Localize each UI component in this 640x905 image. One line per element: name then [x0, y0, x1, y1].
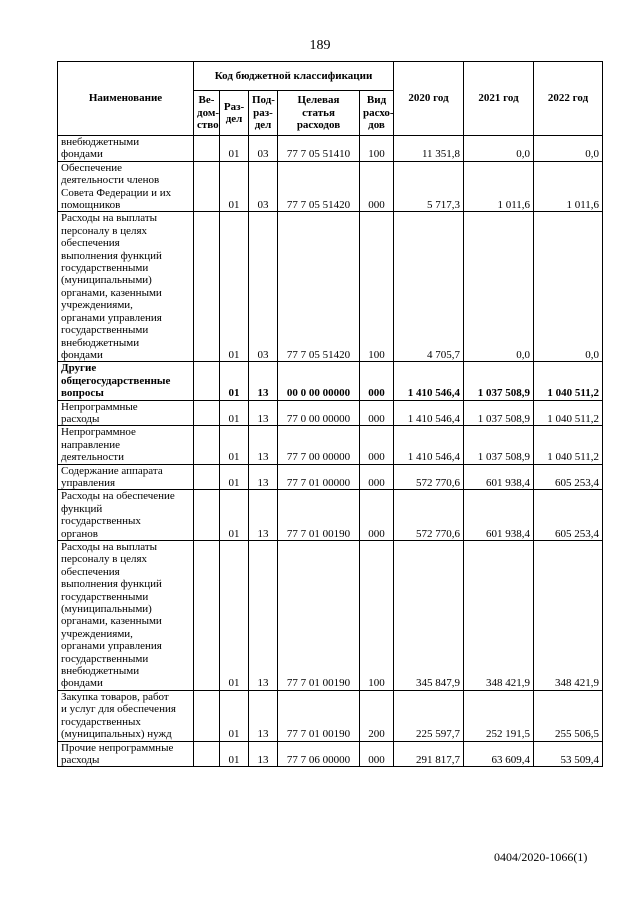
row-razdel: 01 [220, 426, 249, 464]
row-amount-2020: 345 847,9 [394, 541, 464, 691]
row-name: внебюджетными фондами [58, 136, 194, 162]
row-razdel: 01 [220, 490, 249, 541]
row-name: Содержание аппарата управления [58, 464, 194, 490]
header-name: Наименование [58, 62, 194, 136]
table-row [58, 741, 603, 767]
row-amount-2020: 291 817,7 [394, 741, 464, 767]
row-amount-2021: 348 421,9 [464, 541, 534, 691]
row-target-article: 77 7 01 00190 [278, 490, 360, 541]
row-amount-2020: 572 770,6 [394, 464, 464, 490]
row-expense-type: 000 [360, 490, 394, 541]
row-target-article: 77 7 00 00000 [278, 426, 360, 464]
row-name: Расходы на выплаты персоналу в целях обеспечения выполнения функций государственными (муниципальными) органами, казенными учреждениями, органами управления государственными внебюджетными фондами [58, 541, 194, 691]
row-vedomstvo [194, 212, 220, 362]
row-razdel: 01 [220, 690, 249, 741]
table-row [58, 541, 603, 691]
header-classification-group: Код бюджетной классификации [194, 62, 394, 91]
row-amount-2022: 348 421,9 [534, 541, 603, 691]
row-amount-2021: 1 037 508,9 [464, 362, 534, 400]
row-amount-2022: 605 253,4 [534, 490, 603, 541]
row-amount-2022: 0,0 [534, 136, 603, 162]
row-amount-2021: 601 938,4 [464, 490, 534, 541]
row-expense-type: 000 [360, 362, 394, 400]
row-amount-2020: 4 705,7 [394, 212, 464, 362]
row-amount-2021: 1 011,6 [464, 161, 534, 212]
table-row [58, 426, 603, 464]
row-razdel: 01 [220, 161, 249, 212]
budget-table [57, 61, 603, 767]
row-amount-2021: 601 938,4 [464, 464, 534, 490]
header-podrazdel: Под- раз- дел [249, 91, 278, 136]
row-podrazdel: 13 [249, 741, 278, 767]
row-amount-2021: 63 609,4 [464, 741, 534, 767]
row-expense-type: 100 [360, 541, 394, 691]
row-amount-2021: 0,0 [464, 212, 534, 362]
table-row [58, 136, 603, 162]
row-podrazdel: 13 [249, 541, 278, 691]
row-podrazdel: 13 [249, 400, 278, 426]
row-amount-2020: 1 410 546,4 [394, 400, 464, 426]
row-amount-2022: 1 040 511,2 [534, 362, 603, 400]
row-amount-2020: 225 597,7 [394, 690, 464, 741]
row-target-article: 00 0 00 00000 [278, 362, 360, 400]
row-vedomstvo [194, 690, 220, 741]
row-name: Другие общегосударственные вопросы [58, 362, 194, 400]
row-target-article: 77 7 01 00190 [278, 541, 360, 691]
table-row [58, 400, 603, 426]
header-2021: 2021 год [464, 62, 534, 136]
header-2020: 2020 год [394, 62, 464, 136]
row-target-article: 77 7 01 00190 [278, 690, 360, 741]
header-expense-type: Вид расхо- дов [360, 91, 394, 136]
table-body [58, 136, 603, 767]
row-amount-2021: 0,0 [464, 136, 534, 162]
row-razdel: 01 [220, 541, 249, 691]
row-vedomstvo [194, 464, 220, 490]
row-name: Прочие непрограммные расходы [58, 741, 194, 767]
row-amount-2020: 11 351,8 [394, 136, 464, 162]
row-vedomstvo [194, 161, 220, 212]
row-expense-type: 000 [360, 426, 394, 464]
table-row [58, 490, 603, 541]
row-razdel: 01 [220, 136, 249, 162]
row-amount-2022: 605 253,4 [534, 464, 603, 490]
row-podrazdel: 13 [249, 690, 278, 741]
row-razdel: 01 [220, 362, 249, 400]
row-expense-type: 100 [360, 136, 394, 162]
row-target-article: 77 7 05 51420 [278, 212, 360, 362]
page-number: 189 [309, 38, 331, 53]
row-podrazdel: 03 [249, 212, 278, 362]
row-amount-2020: 5 717,3 [394, 161, 464, 212]
row-vedomstvo [194, 136, 220, 162]
row-name: Обеспечение деятельности членов Совета Федерации и их помощников [58, 161, 194, 212]
row-target-article: 77 7 05 51420 [278, 161, 360, 212]
row-name: Непрограммные расходы [58, 400, 194, 426]
table-row [58, 464, 603, 490]
row-name: Расходы на обеспечение функций государственных органов [58, 490, 194, 541]
row-amount-2022: 1 040 511,2 [534, 400, 603, 426]
row-amount-2022: 1 040 511,2 [534, 426, 603, 464]
row-amount-2021: 1 037 508,9 [464, 400, 534, 426]
row-amount-2021: 252 191,5 [464, 690, 534, 741]
row-podrazdel: 13 [249, 490, 278, 541]
row-amount-2021: 1 037 508,9 [464, 426, 534, 464]
row-razdel: 01 [220, 741, 249, 767]
row-podrazdel: 13 [249, 362, 278, 400]
row-vedomstvo [194, 400, 220, 426]
row-target-article: 77 0 00 00000 [278, 400, 360, 426]
row-name: Расходы на выплаты персоналу в целях обеспечения выполнения функций государственными (муниципальными) органами, казенными учреждениями, органами управления государственными внебюджетными фондами [58, 212, 194, 362]
header-target-article: Целевая статья расходов [278, 91, 360, 136]
row-expense-type: 100 [360, 212, 394, 362]
row-target-article: 77 7 06 00000 [278, 741, 360, 767]
row-amount-2020: 1 410 546,4 [394, 362, 464, 400]
row-vedomstvo [194, 362, 220, 400]
row-name: Закупка товаров, работ и услуг для обеспечения государственных (муниципальных) нужд [58, 690, 194, 741]
row-expense-type: 000 [360, 161, 394, 212]
row-razdel: 01 [220, 464, 249, 490]
header-vedomstvo: Ве- дом- ство [194, 91, 220, 136]
row-vedomstvo [194, 541, 220, 691]
row-expense-type: 000 [360, 741, 394, 767]
row-amount-2022: 255 506,5 [534, 690, 603, 741]
row-amount-2020: 572 770,6 [394, 490, 464, 541]
row-vedomstvo [194, 426, 220, 464]
row-amount-2022: 0,0 [534, 212, 603, 362]
row-amount-2022: 53 509,4 [534, 741, 603, 767]
row-amount-2022: 1 011,6 [534, 161, 603, 212]
header-2022: 2022 год [534, 62, 603, 136]
header-razdel: Раз- дел [220, 91, 249, 136]
table-row [58, 690, 603, 741]
row-expense-type: 000 [360, 464, 394, 490]
row-expense-type: 200 [360, 690, 394, 741]
row-amount-2020: 1 410 546,4 [394, 426, 464, 464]
document-code: 0404/2020-1066(1) [494, 850, 588, 864]
row-vedomstvo [194, 490, 220, 541]
row-target-article: 77 7 05 51410 [278, 136, 360, 162]
row-vedomstvo [194, 741, 220, 767]
row-podrazdel: 03 [249, 136, 278, 162]
table-row [58, 362, 603, 400]
row-expense-type: 000 [360, 400, 394, 426]
row-podrazdel: 13 [249, 464, 278, 490]
row-razdel: 01 [220, 400, 249, 426]
table-row [58, 212, 603, 362]
row-podrazdel: 13 [249, 426, 278, 464]
row-razdel: 01 [220, 212, 249, 362]
table-row [58, 161, 603, 212]
row-name: Непрограммное направление деятельности [58, 426, 194, 464]
row-target-article: 77 7 01 00000 [278, 464, 360, 490]
row-podrazdel: 03 [249, 161, 278, 212]
